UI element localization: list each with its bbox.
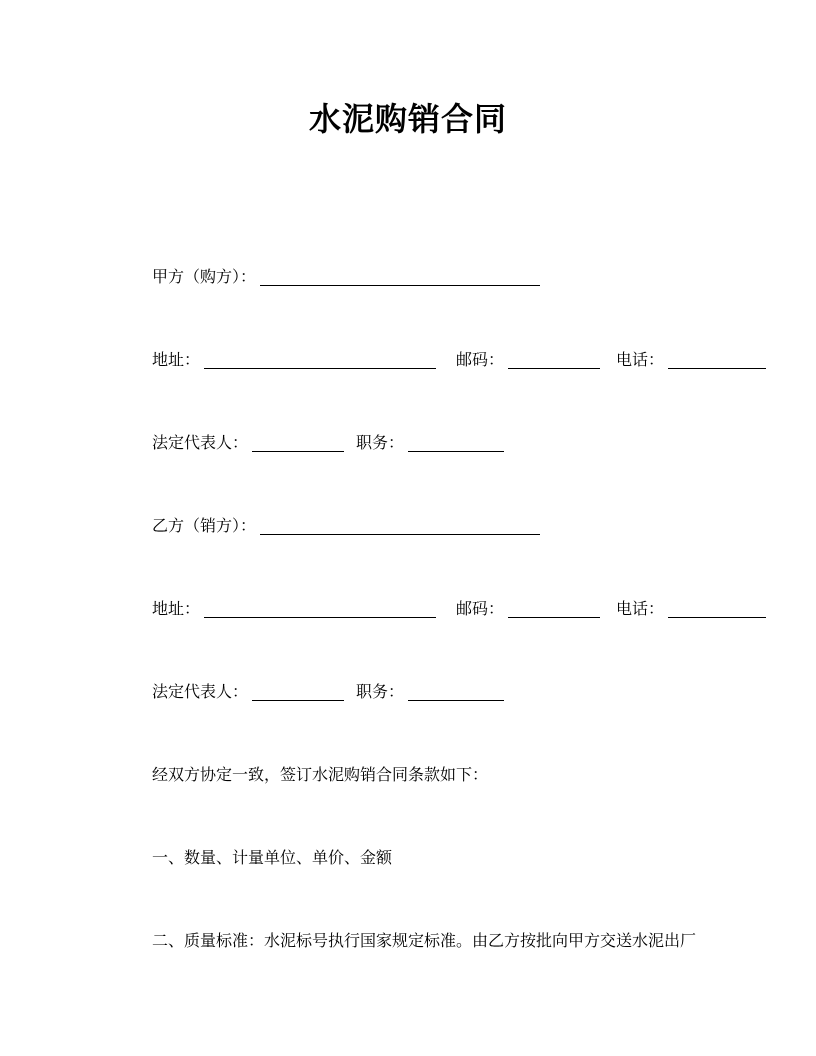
party-a-address-blank bbox=[204, 353, 436, 369]
party-b-address-blank bbox=[204, 602, 436, 618]
party-b-zip-label: 邮码： bbox=[456, 601, 505, 618]
party-a-position-blank bbox=[408, 436, 504, 452]
party-a-position-label: 职务： bbox=[356, 435, 405, 452]
party-a-blank bbox=[260, 270, 540, 286]
intro-paragraph bbox=[152, 766, 758, 786]
party-b-phone-blank bbox=[668, 602, 766, 618]
party-b-position-label: 职务： bbox=[356, 684, 405, 701]
party-b-row bbox=[152, 517, 758, 537]
party-b-blank bbox=[260, 519, 540, 535]
party-b-rep-label: 法定代表人： bbox=[152, 684, 249, 701]
party-a-phone-blank bbox=[668, 353, 766, 369]
party-b-label: 乙方（销方）： bbox=[152, 518, 257, 535]
document-title: 水泥购销合同 bbox=[308, 101, 507, 137]
party-b-position-blank bbox=[408, 685, 504, 701]
party-a-zip-blank bbox=[508, 353, 600, 369]
clause-2-text: 二、质量标准：水泥标号执行国家规定标准。由乙方按批向甲方交送水泥出厂 bbox=[152, 933, 697, 950]
party-a-phone-label: 电话： bbox=[616, 352, 665, 369]
party-a-rep-row bbox=[152, 434, 758, 454]
party-b-address-label: 地址： bbox=[152, 601, 201, 618]
clause-2 bbox=[152, 932, 758, 952]
party-a-address-label: 地址： bbox=[152, 352, 201, 369]
intro-text: 经双方协定一致，签订水泥购销合同条款如下： bbox=[152, 767, 489, 784]
party-b-zip-blank bbox=[508, 602, 600, 618]
party-b-rep-blank bbox=[252, 685, 344, 701]
party-a-zip-label: 邮码： bbox=[456, 352, 505, 369]
party-a-label: 甲方（购方）： bbox=[152, 269, 257, 286]
party-a-row bbox=[152, 268, 758, 288]
party-a-address-row bbox=[152, 351, 758, 371]
contract-body bbox=[152, 268, 758, 952]
party-a-rep-label: 法定代表人： bbox=[152, 435, 249, 452]
party-a-rep-blank bbox=[252, 436, 344, 452]
clause-1-text: 一、数量、计量单位、单价、金额 bbox=[152, 850, 393, 867]
party-b-phone-label: 电话： bbox=[616, 601, 665, 618]
party-b-address-row bbox=[152, 600, 758, 620]
party-b-rep-row bbox=[152, 683, 758, 703]
clause-1 bbox=[152, 849, 758, 869]
